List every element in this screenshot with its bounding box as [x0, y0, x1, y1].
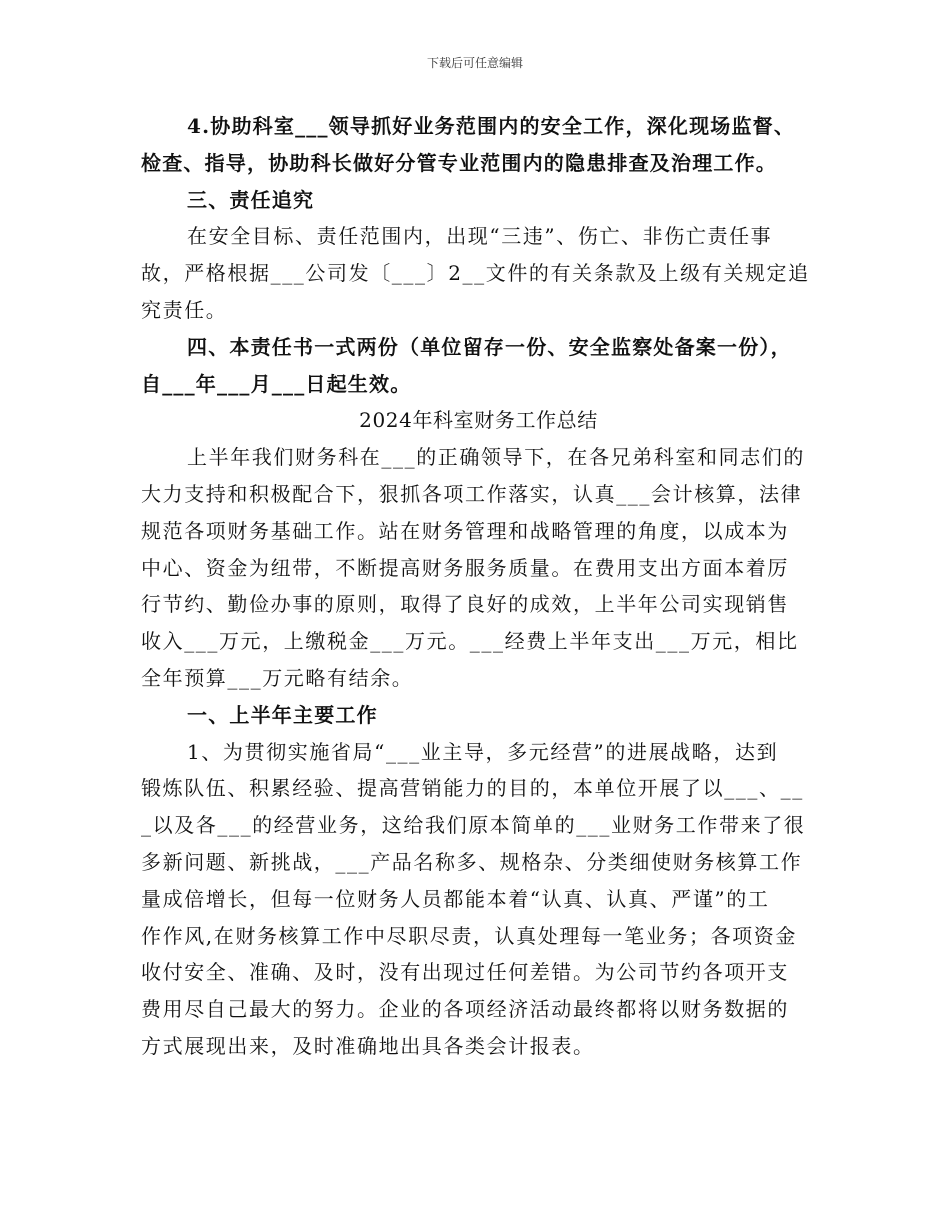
paragraph-line: 规范各项财务基础工作。站在财务管理和战略管理的角度，以成本为 [141, 518, 789, 543]
paragraph-line: 费用尽自己最大的努力。企业的各项经济活动最终都将以财务数据的 [141, 997, 789, 1022]
paragraph-line: 锻炼队伍、积累经验、提高营销能力的目的，本单位开展了以___、__ [141, 776, 804, 801]
paragraph-line: 故，严格根据___公司发〔___〕2__文件的有关条款及上级有关规定追 [141, 261, 810, 286]
section-heading-accountability: 三、责任追究 [187, 187, 315, 212]
paragraph-line: 1、为贯彻实施省局“___业主导，多元经营”的进展战略，达到 [187, 739, 779, 764]
clause-4-line-1: 4.协助科室___领导抓好业务范围内的安全工作，深化现场监督、 [187, 114, 796, 138]
clause-4-line-2: 检查、指导，协助科长做好分管专业范围内的隐患排查及治理工作。 [141, 150, 777, 175]
paragraph-line: 究责任。 [141, 297, 228, 322]
paragraph-line: 在安全目标、责任范围内，出现“三违”、伤亡、非伤亡责任事 [187, 224, 773, 249]
header-note: 下载后可任意编辑 [426, 56, 523, 70]
paragraph-line: 作作风,在财务核算工作中尽职尽责，认真处理每一笔业务；各项资金 [141, 923, 797, 948]
paragraph-line: 多新问题、新挑战，___产品名称多、规格杂、分类细使财务核算工作 [141, 849, 803, 874]
paragraph-line: 方式展现出来，及时准确地出具各类会计报表。 [141, 1033, 595, 1058]
document-title: 2024年科室财务工作总结 [359, 408, 598, 433]
effective-date-line: 自___年___月___日起生效。 [141, 371, 412, 396]
paragraph-line: 收付安全、准确、及时，没有出现过任何差错。为公司节约各项开支 [141, 960, 789, 985]
paragraph-line: _以及各___的经营业务，这给我们原本简单的___业财务工作带来了很 [141, 813, 806, 838]
paragraph-line: 大力支持和积极配合下，狠抓各项工作落实，认真___会计核算，法律 [141, 481, 803, 506]
paragraph-line: 收入___万元，上缴税金___万元。___经费上半年支出___万元，相比 [141, 629, 799, 654]
paragraph-line: 中心、资金为纽带，不断提高财务服务质量。在费用支出方面本着厉 [141, 555, 789, 580]
document-body [141, 108, 816, 1065]
paragraph-line: 全年预算___万元略有结余。 [141, 665, 414, 690]
section-heading-main-work: 一、上半年主要工作 [187, 702, 378, 727]
section-heading-copies: 四、本责任书一式两份（单位留存一份、安全监察处备案一份）， [187, 334, 792, 359]
paragraph-line: 量成倍增长，但每一位财务人员都能本着“认真、认真、严谨”的工 [141, 886, 770, 911]
paragraph-line: 上半年我们财务科在___的正确领导下，在各兄弟科室和同志们的 [187, 445, 805, 470]
paragraph-line: 行节约、勤俭办事的原则，取得了良好的成效，上半年公司实现销售 [141, 592, 789, 617]
